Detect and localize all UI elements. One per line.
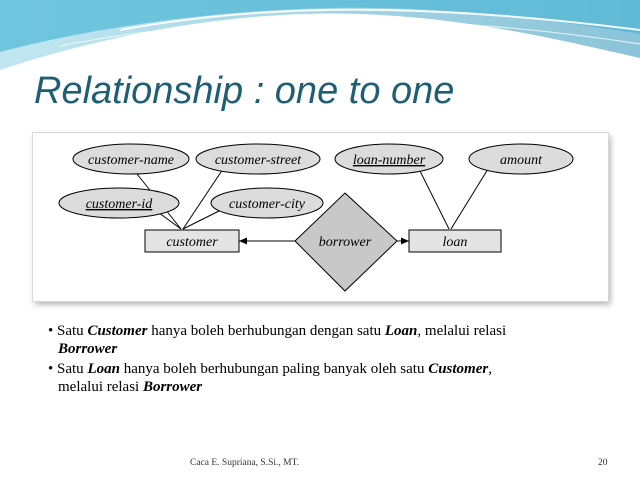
line-loan-number <box>419 169 449 229</box>
attribute-customer-name <box>73 144 189 174</box>
bullet-marker: • <box>48 361 58 377</box>
attribute-amount <box>469 144 573 174</box>
svg-text:customer-street: customer-street <box>214 153 302 168</box>
svg-text:amount: amount <box>500 153 542 168</box>
attribute-customer-street <box>196 144 320 174</box>
bullet-marker: • <box>48 323 58 339</box>
attribute-customer-id <box>59 188 179 218</box>
attribute-customer-city <box>211 188 323 218</box>
bullet-list <box>48 322 608 398</box>
attribute-loan-number <box>335 144 443 174</box>
svg-text:customer-city: customer-city <box>229 197 305 212</box>
line-amount <box>451 169 488 229</box>
footer-author: Caca E. Supriana, S.Si., MT. <box>190 458 300 468</box>
header-wave-decoration <box>0 0 640 80</box>
page-number: 20 <box>598 458 608 468</box>
svg-text:customer: customer <box>166 235 218 250</box>
svg-text:customer-name: customer-name <box>87 153 175 168</box>
entity-customer <box>145 230 239 252</box>
svg-text:loan: loan <box>442 235 468 250</box>
svg-text:borrower: borrower <box>318 235 372 250</box>
svg-text:customer-id: customer-id <box>85 197 153 212</box>
svg-text:loan-number: loan-number <box>352 153 426 168</box>
slide-title: Relationship : one to one <box>34 70 455 112</box>
bullet-item: • Satu Loan hanya boleh berhubungan paling banyak oleh satu Customer, melalui relasi Borrower <box>48 361 492 395</box>
entity-loan <box>409 230 501 252</box>
arrowhead-loan <box>401 238 409 245</box>
er-diagram-panel <box>33 133 608 301</box>
arrowhead-customer <box>239 238 247 245</box>
er-diagram <box>33 133 608 301</box>
bullet-item: • Satu Customer hanya boleh berhubungan dengan satu Loan, melalui relasi Borrower <box>48 323 507 357</box>
